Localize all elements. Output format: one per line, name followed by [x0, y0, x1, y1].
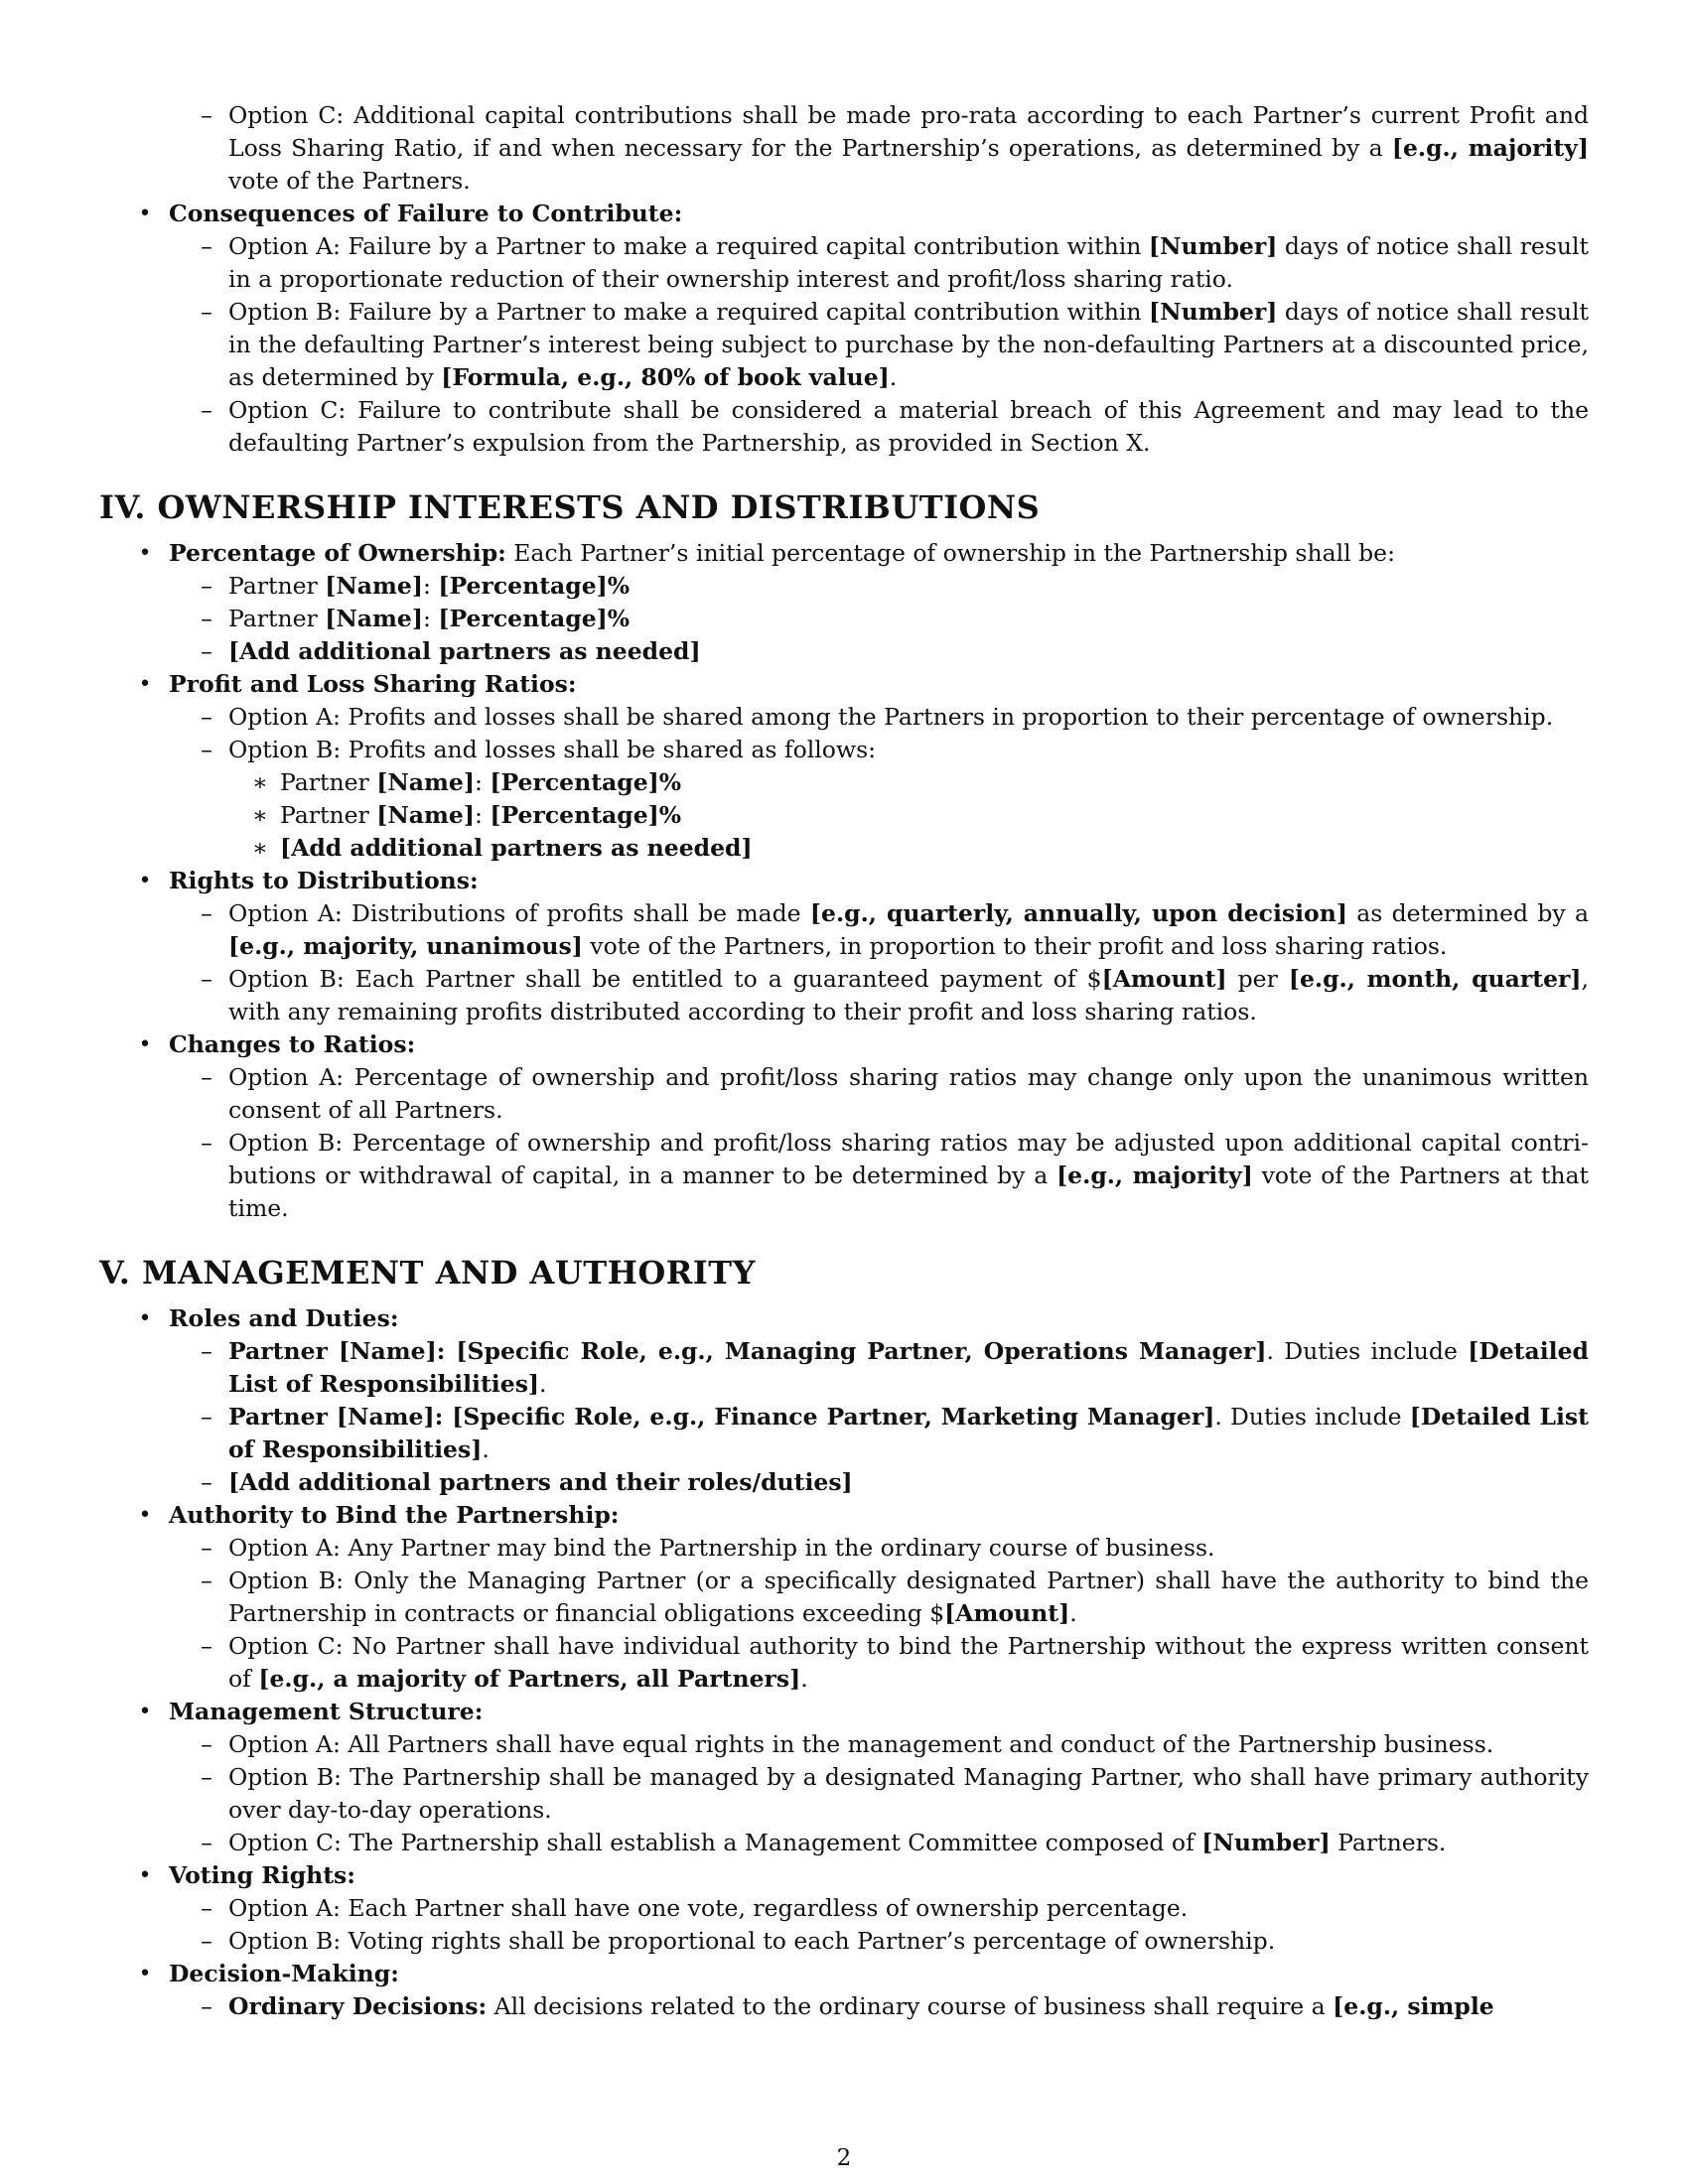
option-text: Partner [Name]: [Specific Role, e.g., Managing Partner, Operations Manager]. Duties include [Detailed List of Responsibilities].	[228, 1337, 1589, 1398]
dash-marker: –	[201, 1927, 212, 1955]
list-item	[99, 1990, 1589, 2023]
bullet-marker: •	[138, 1863, 152, 1888]
list-heading: Management Structure:	[169, 1698, 484, 1725]
dash-marker: –	[201, 1468, 212, 1496]
option-text: Option B: Each Partner shall be entitled to a guaranteed payment of $[Amount] per [e.g., month, quarter], with any remaining profits distributed according to their profit and loss sharing ratios.	[228, 965, 1590, 1025]
option-text: Partner [Name]: [Percentage]%	[228, 605, 631, 632]
dash-marker: –	[201, 1567, 212, 1594]
list-text: Each Partner’s initial percentage of ownership in the Partnership shall be:	[505, 539, 1395, 567]
list-item	[99, 635, 1589, 668]
list-item	[99, 897, 1589, 963]
dash-marker: –	[201, 1894, 212, 1922]
bullet-marker: •	[138, 672, 152, 697]
dash-marker: –	[201, 637, 212, 665]
list-item	[99, 701, 1589, 734]
sub-list-item	[99, 799, 1589, 832]
asterisk-marker: ∗	[252, 768, 268, 796]
bullet-marker: •	[138, 1306, 152, 1331]
list-item	[99, 1827, 1589, 1859]
list-item	[99, 1925, 1589, 1958]
page-number: 2	[836, 2145, 852, 2171]
list-item	[99, 865, 1589, 897]
option-text: Option A: Failure by a Partner to make a required capital contribution within [Number] days of notice shall result in a proportionate reduction of their ownership interest and profit/loss sharing ratio.	[228, 232, 1589, 293]
list-item	[99, 1532, 1589, 1565]
dash-marker: –	[201, 736, 212, 763]
list-item	[99, 1630, 1589, 1696]
option-text: Partner [Name]: [Percentage]%	[228, 572, 631, 600]
list-heading: Rights to Distributions:	[169, 867, 479, 894]
bullet-marker: •	[138, 869, 152, 893]
option-text: Option B: Profits and losses shall be shared as follows:	[228, 736, 877, 763]
option-text: Option A: Percentage of ownership and profit/loss sharing ratios may change only upon the unanimous written consent of all Partners.	[228, 1063, 1589, 1124]
list-item	[99, 1302, 1589, 1335]
list-heading: Authority to Bind the Partnership:	[169, 1501, 620, 1529]
dash-marker: –	[201, 232, 212, 260]
option-text: Option B: Percentage of ownership and profit/loss sharing ratios may be adjusted upon additional capital contributions or withdrawal of capital, in a manner to be determined by a [e.g., majority] vote of the Partners at that time.	[228, 1129, 1589, 1222]
option-text: Partner [Name]: [Percentage]%	[280, 801, 682, 829]
list-item	[99, 1761, 1589, 1827]
list-item	[99, 1127, 1589, 1225]
option-text: Option A: Profits and losses shall be shared among the Partners in proportion to their percentage of ownership.	[228, 703, 1554, 731]
list-heading: Profit and Loss Sharing Ratios:	[169, 670, 577, 698]
list-item	[99, 668, 1589, 701]
list-heading: Consequences of Failure to Contribute:	[169, 200, 683, 227]
list-item	[99, 1061, 1589, 1127]
bullet-marker: •	[138, 541, 152, 566]
dash-marker: –	[201, 1829, 212, 1856]
list-item	[99, 1565, 1589, 1630]
option-text: Option C: Failure to contribute shall be considered a material breach of this Agreement and may lead to the defaulting Partner’s expulsion from the Partnership, as provided in Section X.	[228, 396, 1589, 457]
dash-marker: –	[201, 1632, 212, 1660]
option-text: Option B: Voting rights shall be proportional to each Partner’s percentage of ownership.	[228, 1927, 1276, 1955]
list-item	[99, 1499, 1589, 1532]
list-item	[99, 1892, 1589, 1925]
option-text: Partner [Name]: [Specific Role, e.g., Finance Partner, Marketing Manager]. Duties include [Detailed List of Responsibilities].	[228, 1403, 1589, 1463]
bullet-marker: •	[138, 1700, 152, 1724]
list-heading: Decision-Making:	[169, 1960, 399, 1987]
list-item	[99, 963, 1589, 1028]
dash-marker: –	[201, 572, 212, 600]
list-item	[99, 570, 1589, 603]
option-text: [Add additional partners and their roles/duties]	[228, 1468, 853, 1496]
option-text: Option A: Any Partner may bind the Partnership in the ordinary course of business.	[228, 1534, 1215, 1562]
option-text: Option C: Additional capital contributions shall be made pro-rata according to each Partner’s current Profit and Loss Sharing Ratio, if and when necessary for the Partnership’s operations, as determined by a [e.g., majority] vote of the Partners.	[228, 101, 1589, 195]
list-item	[99, 1401, 1589, 1466]
list-item	[99, 1696, 1589, 1728]
dash-marker: –	[201, 1992, 212, 2020]
list-heading: Percentage of Ownership:	[169, 539, 506, 567]
option-text: Option A: Distributions of profits shall be made [e.g., quarterly, annually, upon decision] as determined by a [e.g., majority, unanimous] vote of the Partners, in proportion to their profit and loss sharing ratios.	[228, 899, 1589, 960]
list-item	[99, 537, 1589, 570]
dash-marker: –	[201, 1129, 212, 1157]
list-heading: Changes to Ratios:	[169, 1030, 416, 1058]
dash-marker: –	[201, 1534, 212, 1562]
asterisk-marker: ∗	[252, 834, 268, 862]
dash-marker: –	[201, 899, 212, 927]
list-heading: Roles and Duties:	[169, 1304, 399, 1332]
sub-list-item	[99, 832, 1589, 865]
option-text: Option C: No Partner shall have individual authority to bind the Partnership without the express written consent of [e.g., a majority of Partners, all Partners].	[228, 1632, 1589, 1693]
dash-marker: –	[201, 703, 212, 731]
dash-marker: –	[201, 1730, 212, 1758]
option-text: Partner [Name]: [Percentage]%	[280, 768, 682, 796]
bullet-marker: •	[138, 1503, 152, 1528]
list-item	[99, 1335, 1589, 1401]
bullet-marker: •	[138, 1962, 152, 1986]
dash-marker: –	[201, 396, 212, 424]
list-item	[99, 603, 1589, 635]
list-heading: Voting Rights:	[169, 1861, 355, 1889]
option-text: Option B: Failure by a Partner to make a required capital contribution within [Number] days of notice shall result in the defaulting Partner’s interest being subject to purchase by the non-defaulting Partners at a discounted price, as determined by [Formula, e.g., 80% of book value].	[228, 298, 1589, 391]
option-text: Option C: The Partnership shall establish a Management Committee composed of [Number] Partners.	[228, 1829, 1447, 1856]
option-text: [Add additional partners as needed]	[228, 637, 701, 665]
list-item	[99, 1958, 1589, 1990]
sub-list-item	[99, 766, 1589, 799]
dash-marker: –	[201, 965, 212, 993]
bullet-marker: •	[138, 202, 152, 226]
asterisk-marker: ∗	[252, 801, 268, 829]
option-text: Option B: The Partnership shall be managed by a designated Managing Partner, who shall have primary authority over day-to-day operations.	[228, 1763, 1589, 1824]
list-item	[99, 99, 1589, 198]
dash-marker: –	[201, 1763, 212, 1791]
option-text: Option A: All Partners shall have equal rights in the management and conduct of the Partnership business.	[228, 1730, 1494, 1758]
list-item	[99, 198, 1589, 230]
list-item	[99, 734, 1589, 766]
option-text: [Add additional partners as needed]	[280, 834, 753, 862]
list-item	[99, 230, 1589, 296]
section-heading-v: V. MANAGEMENT AND AUTHORITY	[99, 1254, 756, 1292]
page-content	[99, 99, 1589, 2023]
bullet-marker: •	[138, 1032, 152, 1057]
dash-marker: –	[201, 1063, 212, 1091]
list-item	[99, 1466, 1589, 1499]
list-item	[99, 1728, 1589, 1761]
option-text: Option A: Each Partner shall have one vote, regardless of ownership percentage.	[228, 1894, 1189, 1922]
option-text: Ordinary Decisions: All decisions related to the ordinary course of business shall require a [e.g., simple	[228, 1992, 1494, 2020]
option-text: Option B: Only the Managing Partner (or a specifically designated Partner) shall have the authority to bind the Partnership in contracts or financial obligations exceeding $[Amount].	[228, 1567, 1589, 1627]
dash-marker: –	[201, 605, 212, 632]
list-item	[99, 1028, 1589, 1061]
list-item	[99, 1859, 1589, 1892]
dash-marker: –	[201, 298, 212, 326]
list-item	[99, 296, 1589, 394]
dash-marker: –	[201, 1403, 212, 1431]
section-heading-iv: IV. OWNERSHIP INTERESTS AND DISTRIBUTIONS	[99, 488, 1041, 526]
dash-marker: –	[201, 101, 212, 129]
list-item	[99, 394, 1589, 460]
dash-marker: –	[201, 1337, 212, 1365]
